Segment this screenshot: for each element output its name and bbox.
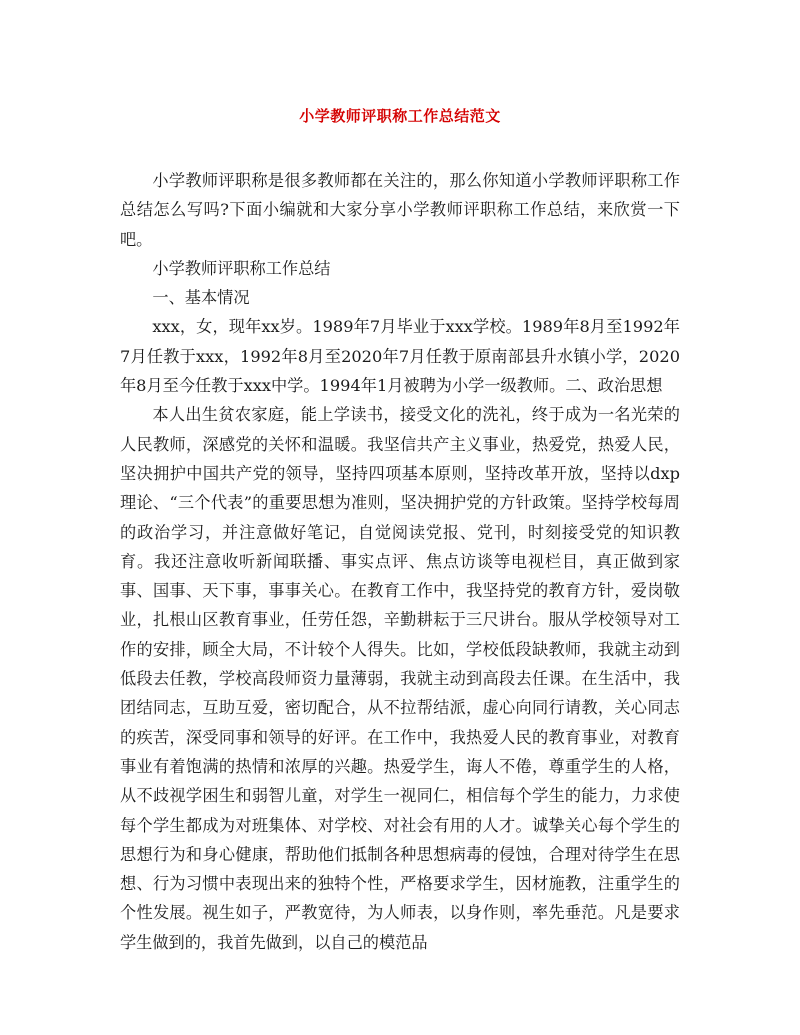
document-body xyxy=(120,166,680,957)
document-title: 小学教师评职称工作总结范文 xyxy=(299,107,501,125)
paragraph-political-thought: 本人出生贫农家庭，能上学读书，接受文化的洗礼，终于成为一名光荣的人民教师，深感党的关怀和温暖。我坚信共产主义事业，热爱党，热爱人民，坚决拥护中国共产党的领导，坚持四项基本原则，坚持改革开放，坚持以dxp理论、“三个代表”的重要思想为准则，坚决拥护党的方针政策。坚持学校每周的政治学习，并注意做好笔记，自觉阅读党报、党刊，时刻接受党的知识教育。我还注意收听新闻联播、事实点评、焦点访谈等电视栏目，真正做到家事、国事、天下事，事事关心。在教育工作中，我坚持党的教育方针，爱岗敬业，扎根山区教育事业，任劳任怨，辛勤耕耘于三尺讲台。服从学校领导对工作的安排，顾全大局，不计较个人得失。比如，学校低段缺教师，我就主动到低段去任教，学校高段师资力量薄弱，我就主动到高段去任课。在生活中，我团结同志，互助互爱，密切配合，从不拉帮结派，虚心向同行请教，关心同志的疾苦，深受同事和领导的好评。在工作中，我热爱人民的教育事业，对教育事业有着饱满的热情和浓厚的兴趣。热爱学生，诲人不倦，尊重学生的人格，从不歧视学困生和弱智儿童，对学生一视同仁，相信每个学生的能力，力求使每个学生都成为对班集体、对学校、对社会有用的人才。诚挚关心每个学生的思想行为和身心健康，帮助他们抵制各种思想病毒的侵蚀，合理对待学生在思想、行为习惯中表现出来的独特个性，严格要求学生，因材施教，注重学生的个性发展。视生如子，严教宽待，为人师表，以身作则，率先垂范。凡是要求学生做到的，我首先做到，以自己的模范品 xyxy=(120,405,680,952)
paragraph-subtitle: 小学教师评职称工作总结 xyxy=(152,258,331,278)
paragraph-intro: 小学教师评职称是很多教师都在关注的，那么你知道小学教师评职称工作总结怎么写吗?下面小编就和大家分享小学教师评职称工作总结，来欣赏一下吧。 xyxy=(120,171,680,249)
paragraph-basic-info: xxx，女，现年xx岁。1989年7月毕业于xxx学校。1989年8月至1992年7月任教于xxx，1992年8月至2020年7月任教于原南部县升水镇小学，2020年8月至今任教于xxx中学。1994年1月被聘为小学一级教师。二、政治思想 xyxy=(120,317,680,396)
section-heading-basic-info: 一、基本情况 xyxy=(152,288,250,308)
